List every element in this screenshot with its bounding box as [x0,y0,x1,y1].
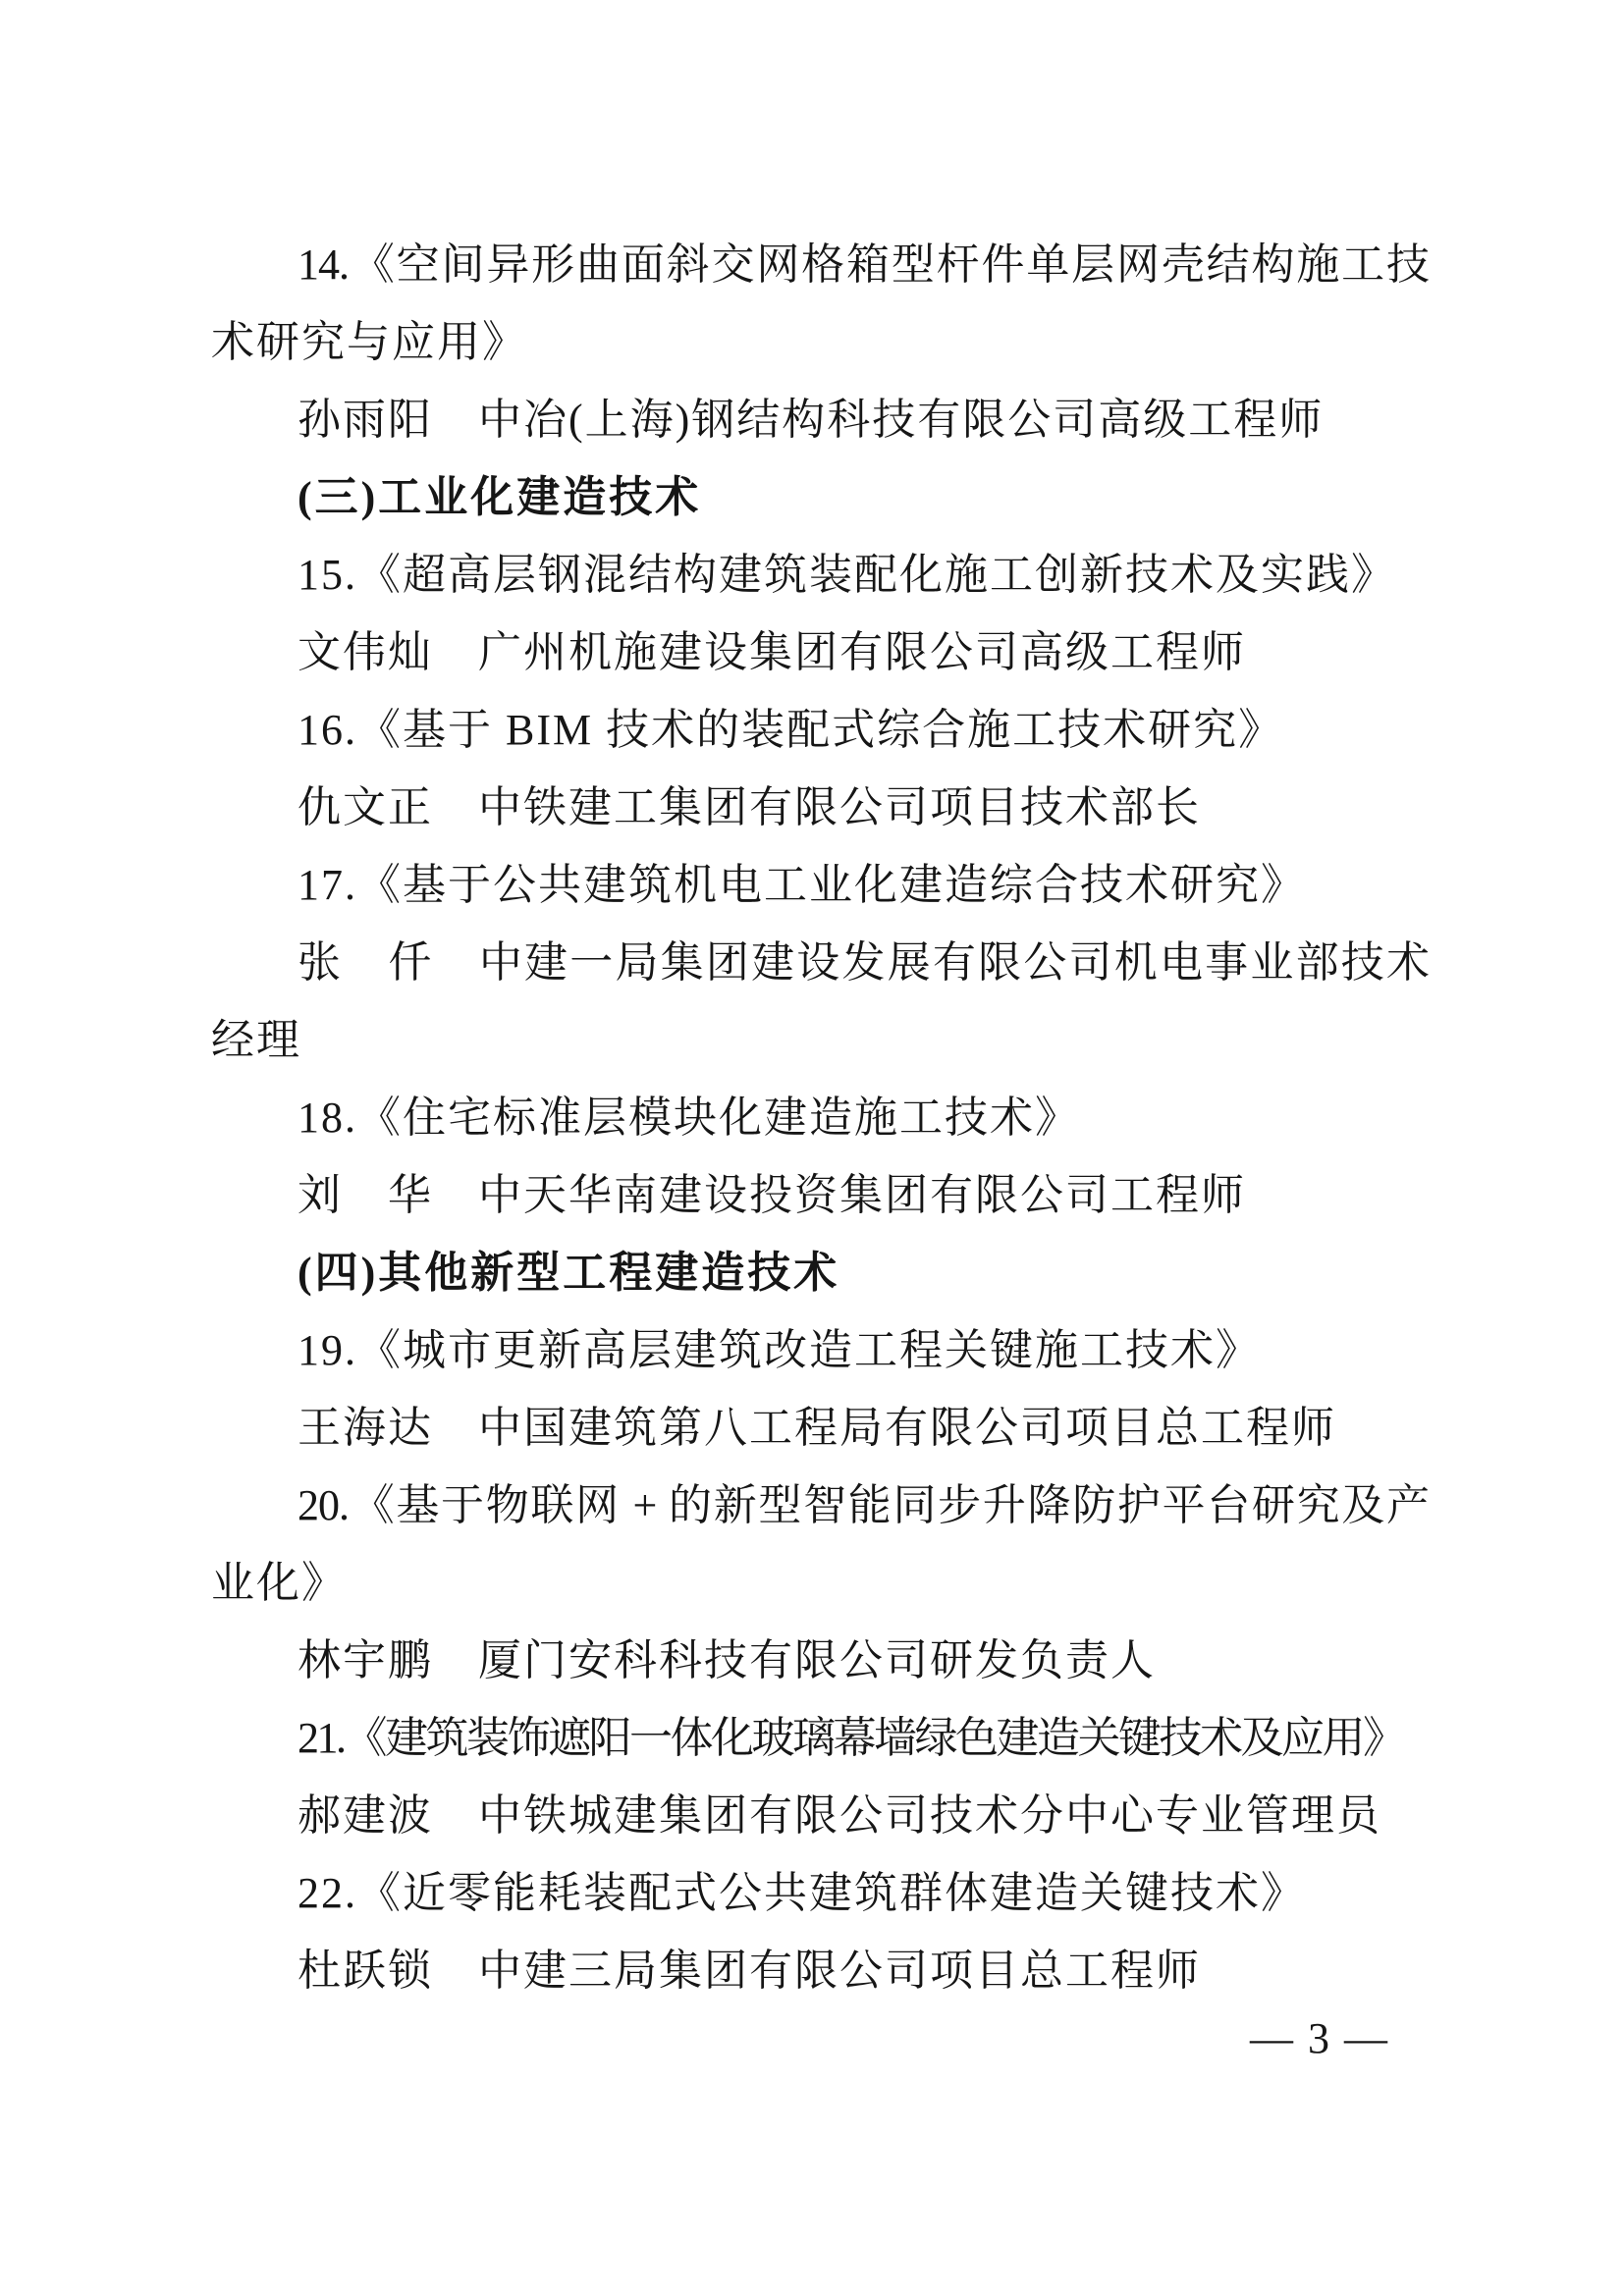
entry-22-title: 22.《近零能耗装配式公共建筑群体建造关键技术》 [298,1869,1306,1917]
entry-20-author: 林宇鹏 厦门安科科技有限公司研发负责人 [298,1636,1156,1684]
entry-21-author: 郝建波 中铁城建集团有限公司技术分中心专业管理员 [298,1791,1381,1840]
entry-14-title-line-2: 术研究与应用》 [211,318,527,366]
entry-21-title: 21.《建筑装饰遮阳一体化玻璃幕墙绿色建造关键技术及应用》 [298,1714,1404,1762]
entry-20-title-line-2: 业化》 [211,1559,347,1607]
entry-22-author: 杜跃锁 中建三局集团有限公司项目总工程师 [298,1947,1201,1995]
entry-16-title: 16.《基于 BIM 技术的装配式综合施工技术研究》 [298,706,1284,754]
entry-15-author: 文伟灿 广州机施建设集团有限公司高级工程师 [298,628,1246,676]
section-3-heading: (三)工业化建造技术 [298,473,702,521]
entry-15-title: 15.《超高层钢混结构建筑装配化施工创新技术及实践》 [298,551,1396,599]
entry-19-author: 王海达 中国建筑第八工程局有限公司项目总工程师 [298,1404,1336,1452]
entry-20-title-line-1: 20.《基于物联网 + 的新型智能同步升降防护平台研究及产 [298,1481,1429,1529]
entry-14-title-line-1: 14.《空间异形曲面斜交网格箱型杆件单层网壳结构施工技 [298,240,1429,289]
entry-18-author: 刘 华 中天华南建设投资集团有限公司工程师 [298,1171,1246,1219]
entry-14-author: 孙雨阳 中冶(上海)钢结构科技有限公司高级工程师 [298,396,1325,444]
entry-17-title: 17.《基于公共建筑机电工业化建造综合技术研究》 [298,861,1306,909]
entry-18-title: 18.《住宅标准层模块化建造施工技术》 [298,1094,1080,1142]
document-body [211,226,1429,2009]
entry-17-author-line-1: 张 仟 中建一局集团建设发展有限公司机电事业部技术 [298,938,1429,987]
section-4-heading: (四)其他新型工程建造技术 [298,1249,840,1297]
entry-16-author: 仇文正 中铁建工集团有限公司项目技术部长 [298,783,1201,831]
entry-17-author-line-2: 经理 [211,1016,301,1064]
entry-19-title: 19.《城市更新高层建筑改造工程关键施工技术》 [298,1326,1261,1374]
page-number: — 3 — [1250,2014,1389,2062]
